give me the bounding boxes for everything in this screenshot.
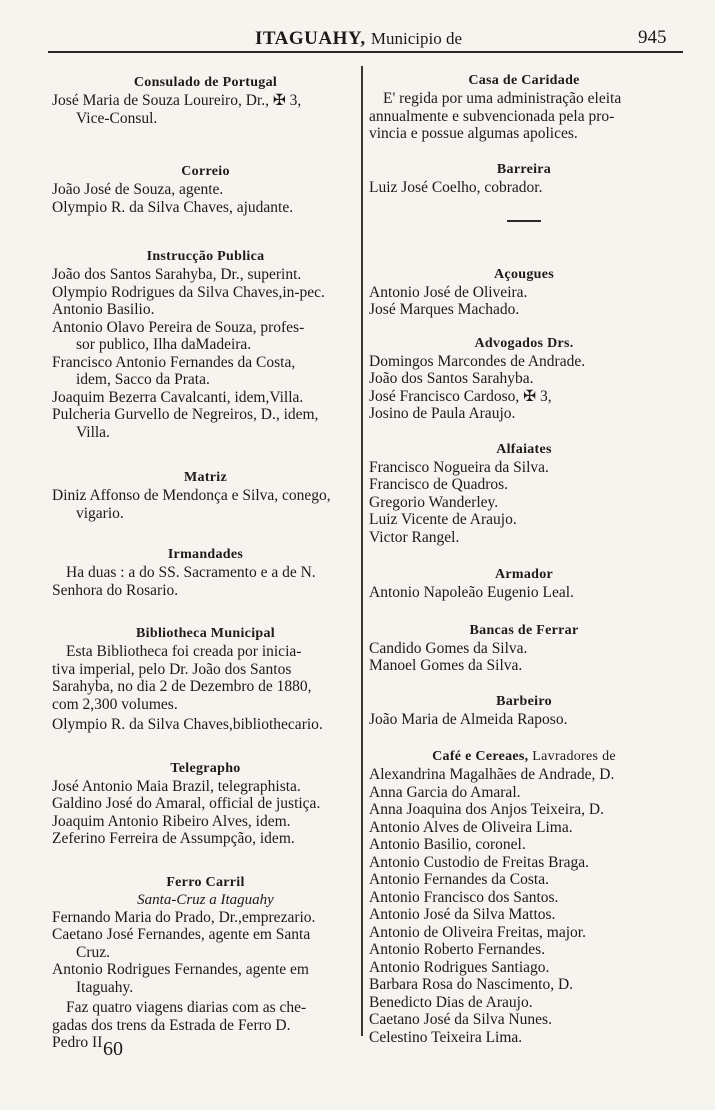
entry-line: Francisco Nogueira da Silva. <box>369 458 549 476</box>
section-armador <box>369 566 679 602</box>
entry-line: Faz quatro viagens diarias com as che- <box>66 999 307 1016</box>
entry-line: tiva imperial, pelo Dr. João dos Santos <box>52 660 292 678</box>
entry-line: Antonio Rodrigues Fernandes, agente em <box>52 961 309 978</box>
entry-line: Gregorio Wanderley. <box>369 493 499 511</box>
section-title: Alfaiates <box>496 441 552 457</box>
right-column <box>369 66 679 1046</box>
entry-line: Vice-Consul. <box>76 109 158 127</box>
entry-line: Cruz. <box>76 943 111 961</box>
section-title: Advogados Drs. <box>474 335 574 351</box>
entry-line: Antonio Basilio, coronel. <box>369 836 526 853</box>
entry-line: Joaquim Antonio Ribeiro Alves, idem. <box>52 812 291 830</box>
section-title: Açougues <box>494 266 554 282</box>
section-title: Barreira <box>496 161 552 177</box>
entry-line: sor publico, Ilha daMadeira. <box>76 336 252 353</box>
entry-line: Antonio José da Silva Mattos. <box>369 906 556 923</box>
column-divider <box>361 66 363 1036</box>
section-bancas <box>369 622 679 675</box>
entry-line: Celestino Teixeira Lima. <box>369 1028 523 1046</box>
entry-line: Antonio Fernandes da Costa. <box>369 871 549 888</box>
entry-line: Olympio Rodrigues da Silva Chaves,in-pec. <box>52 283 325 301</box>
section-advogados <box>369 335 679 423</box>
section-title: Ferro Carril <box>166 874 245 890</box>
entry-line: Pulcheria Gurvello de Negreiros, D., idem, <box>52 406 319 423</box>
entry-line: Caetano José Fernandes, agente em Santa <box>52 926 311 943</box>
section-ferro-carril <box>52 874 359 1052</box>
entry-line: João Maria de Almeida Raposo. <box>369 710 568 728</box>
entry-line: Antonio de Oliveira Freitas, major. <box>369 923 586 941</box>
section-title: Bancas de Ferrar <box>469 622 579 638</box>
header-rule <box>48 51 683 53</box>
entry-line: Villa. <box>76 423 110 441</box>
section-subtitle: Santa-Cruz a Itaguahy <box>137 891 274 908</box>
entry-line: Barbara Rosa do Nascimento, D. <box>369 976 574 993</box>
section-title: Bibliotheca Municipal <box>136 626 275 641</box>
section-title: Barbeiro <box>496 693 552 709</box>
entry-line: Antonio Basilio. <box>52 301 155 318</box>
entry-line: Luiz José Coelho, cobrador. <box>369 178 543 196</box>
entry-line: Candido Gomes da Silva. <box>369 639 528 657</box>
entry-line: Caetano José da Silva Nunes. <box>369 1011 552 1028</box>
entry-line: Joaquim Bezerra Cavalcanti, idem,Villa. <box>52 388 304 406</box>
entry-line: Benedicto Dias de Araujo. <box>369 993 533 1011</box>
section-title-bold: Café e Cereaes, <box>432 749 529 764</box>
section-title: Consulado de Portugal <box>133 75 278 90</box>
entry-line: José Antonio Maia Brazil, telegraphista. <box>52 777 301 795</box>
entry-line: gadas dos trens da Estrada de Ferro D. <box>52 1016 291 1034</box>
section-bibliotheca <box>52 625 359 734</box>
entry-line: Antonio Napoleão Eugenio Leal. <box>369 584 574 601</box>
entry-line: Antonio Roberto Fernandes. <box>369 941 546 958</box>
entry-line: Francisco Antonio Fernandes da Costa, <box>52 353 296 371</box>
entry-line: Sarahyba, no dia 2 de Dezembro de 1880, <box>52 678 312 695</box>
entry-line: Josino de Paula Araujo. <box>369 405 516 422</box>
sheet-number: 60 <box>103 1038 123 1060</box>
entry-line: idem, Sacco da Prata. <box>76 371 210 388</box>
entry-line: Senhora do Rosario. <box>52 581 179 599</box>
section-title: Casa de Caridade <box>468 73 580 88</box>
section-acougues <box>369 266 679 319</box>
entry-line: com 2,300 volumes. <box>52 695 178 713</box>
title-itaguahy: ITAGUAHY, <box>255 28 366 49</box>
entry-line: Antonio Alves de Oliveira Lima. <box>369 818 573 836</box>
section-telegrapho <box>52 760 359 848</box>
entry-line: Fernando Maria do Prado, Dr.,emprezario. <box>52 908 316 926</box>
section-consulado <box>52 74 359 127</box>
title-municipio: Municipio de <box>370 29 462 48</box>
section-title <box>369 748 679 766</box>
entry-line: Antonio Custodio de Freitas Braga. <box>369 853 589 871</box>
section-barreira <box>369 161 679 197</box>
entry-line: Galdino José do Amaral, official de justiça. <box>52 795 321 812</box>
entry-line: João dos Santos Sarahyba, Dr., superint. <box>52 266 302 283</box>
entry-line: Antonio José de Oliveira. <box>369 283 528 301</box>
entry-line: Anna Joaquina dos Anjos Teixeira, D. <box>369 801 604 818</box>
entry-line: vincia e possue algumas apolices. <box>369 125 578 142</box>
entry-line: vigario. <box>76 504 124 522</box>
section-title: Correio <box>181 164 230 179</box>
entry-line: Domingos Marcondes de Andrade. <box>369 352 586 370</box>
entry-line: Luiz Vicente de Araujo. <box>369 511 517 528</box>
entry-line: Antonio Francisco dos Santos. <box>369 888 559 906</box>
entry-line: Victor Rangel. <box>369 528 460 546</box>
entry-line: Ha duas : a do SS. Sacramento e a de N. <box>66 564 316 581</box>
section-title: Instrucção Publica <box>146 249 265 264</box>
section-title-rest: Lavradores de <box>532 749 616 764</box>
entry-line: Francisco de Quadros. <box>369 476 509 493</box>
section-matriz <box>52 469 359 522</box>
entry-line: Zeferino Ferreira de Assumpção, idem. <box>52 830 295 847</box>
entry-line: Diniz Affonso de Mendonça e Silva, conego, <box>52 487 331 504</box>
page-number: 945 <box>638 27 667 48</box>
entry-line: Pedro II <box>52 1034 103 1051</box>
section-casa-caridade <box>369 72 679 143</box>
section-irmandades <box>52 546 359 599</box>
entry-line: Antonio Olavo Pereira de Souza, profes- <box>52 318 305 336</box>
entry-line: João dos Santos Sarahyba. <box>369 370 534 387</box>
entry-line: Olympio R. da Silva Chaves, ajudante. <box>52 198 294 216</box>
separator-rule <box>507 220 541 222</box>
entry-line: Antonio Rodrigues Santiago. <box>369 958 550 976</box>
entry-line: Itaguahy. <box>76 978 134 996</box>
entry-line: Esta Bibliotheca foi creada por inicia- <box>66 643 302 660</box>
section-barbeiro <box>369 693 679 729</box>
entry-line: annualmente e subvencionada pela pro- <box>369 107 615 125</box>
entry-line: José Maria de Souza Loureiro, Dr., ✠ 3, <box>52 92 302 109</box>
entry-line: Manoel Gomes da Silva. <box>369 657 523 674</box>
entry-line: Alexandrina Magalhães de Andrade, D. <box>369 766 615 783</box>
section-title: Irmandades <box>167 547 244 562</box>
section-alfaiates <box>369 441 679 547</box>
running-title <box>255 28 462 50</box>
section-instruccao <box>52 248 359 441</box>
section-title: Telegrapho <box>170 760 241 776</box>
entry-line: José Francisco Cardoso, ✠ 3, <box>369 387 552 405</box>
section-cafe <box>369 748 679 1046</box>
page-header <box>0 22 715 52</box>
section-title: Matriz <box>184 470 227 485</box>
entry-line: João José de Souza, agente. <box>52 181 224 198</box>
left-column <box>52 66 359 1052</box>
entry-line: José Marques Machado. <box>369 301 520 318</box>
entry-line: Olympio R. da Silva Chaves,bibliothecario. <box>52 716 323 733</box>
entry-line: Anna Garcia do Amaral. <box>369 783 521 801</box>
section-title: Armador <box>494 567 554 582</box>
section-correio <box>52 163 359 216</box>
entry-line: E' regida por uma administração eleita <box>383 90 622 107</box>
